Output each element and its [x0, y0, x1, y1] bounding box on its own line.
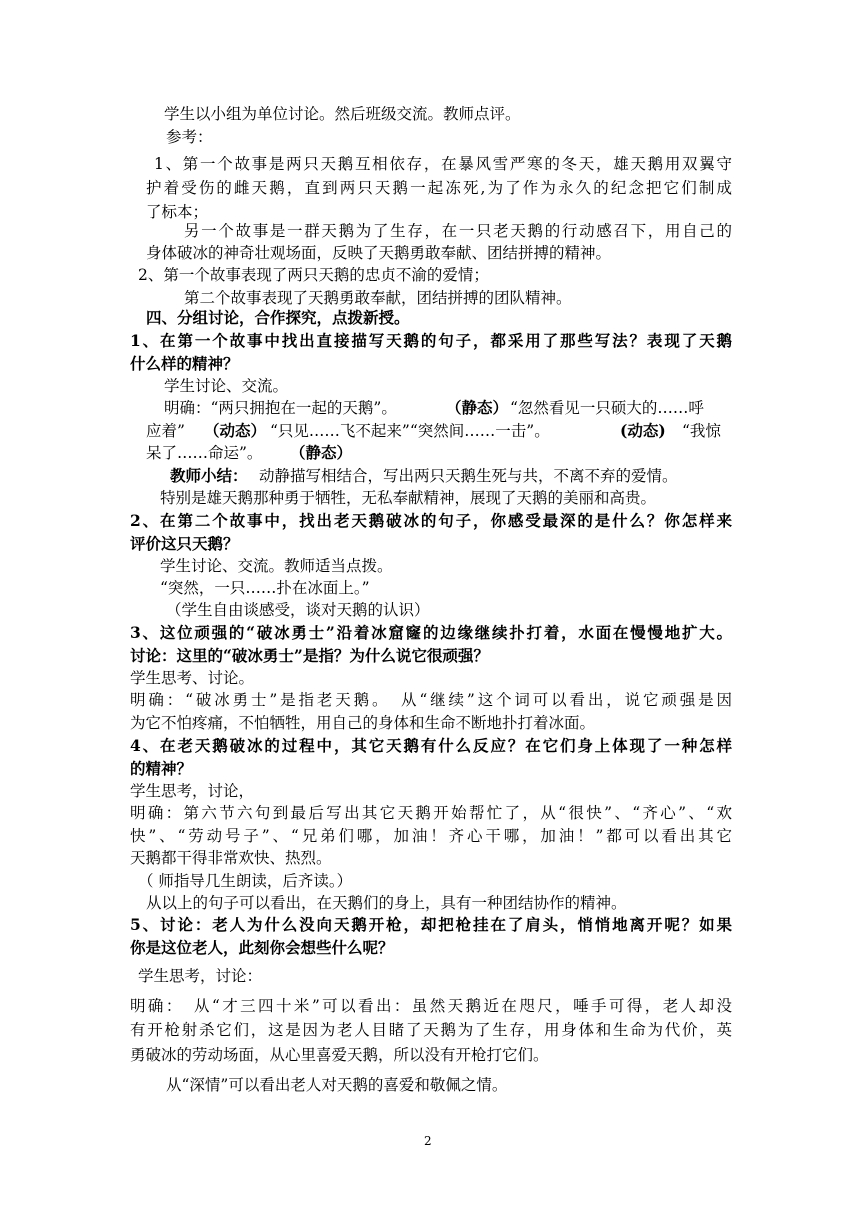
- question-heading: 4、在老天鹅破冰的过程中，其它天鹅有什么反应？在它们身上体现了一种怎样: [130, 736, 732, 755]
- text-line: “我惊: [682, 422, 721, 440]
- summary-label: 教师小结：: [170, 466, 248, 485]
- bold-tag: （动态）: [204, 421, 267, 440]
- text-line: 另一个故事是一群天鹅为了生存，在一只老天鹅的行动感召下，用自己的: [184, 222, 732, 240]
- text-line: 从“深情”可以看出老人对天鹅的喜爱和敬佩之情。: [166, 1076, 508, 1094]
- text-line: 应着”: [146, 422, 185, 440]
- bold-tag: (动态): [620, 421, 666, 440]
- text-line: 为它不怕疼痛，不怕牺牲，用自己的身体和生命不断地扑打着冰面。: [130, 714, 596, 732]
- text-line: “忽然看见一只硕大的……呼: [510, 399, 704, 417]
- question-heading: 2、在第二个故事中，找出老天鹅破冰的句子，你感受最深的是什么？你怎样来: [130, 511, 732, 530]
- text-line: 参考：: [166, 128, 213, 146]
- question-heading: 你是这位老人，此刻你会想些什么呢？: [130, 938, 394, 957]
- question-heading: 3、这位顽强的“破冰勇士”沿着冰窟窿的边缘继续扑打着，水面在慢慢地扩大。: [130, 623, 732, 642]
- question-heading: 讨论：这里的“破冰勇士”是指？为什么说它很顽强？: [130, 646, 489, 665]
- text-line: 学生讨论、交流。教师适当点拨。: [160, 557, 393, 575]
- text-line: 第二个故事表现了天鹅勇敢奉献，团结拼搏的团队精神。: [184, 289, 572, 307]
- text-line: 学生思考、讨论。: [130, 669, 255, 687]
- text-line: 有开枪射杀它们，这是因为老人目睹了天鹅为了生存，用身体和生命为代价，英: [130, 1021, 732, 1039]
- text-line: 了标本；: [146, 203, 209, 221]
- text-line: 学生思考，讨论，: [130, 782, 255, 800]
- text-line: 动静描写相结合，写出两只天鹅生死与共，不离不弃的爱情。: [259, 467, 678, 485]
- bold-tag: （静态）: [446, 398, 509, 417]
- text-line: 天鹅都干得非常欢快、热烈。: [130, 849, 332, 867]
- text-line: 2、第一个故事表现了两只天鹅的忠贞不渝的爱情；: [138, 266, 489, 284]
- text-line: 从以上的句子可以看出，在天鹅们的身上，具有一种团结协作的精神。: [146, 894, 627, 912]
- question-heading: 什么样的精神？: [130, 354, 239, 373]
- text-line: 明确：“破冰勇士”是指老天鹅。 从“继续”这个词可以看出，说它顽强是因: [130, 691, 732, 709]
- text-line: 特别是雄天鹅那种勇于牺牲，无私奉献精神，展现了天鹅的美丽和高贵。: [160, 489, 657, 507]
- text-line: 勇破冰的劳动场面，从心里喜爱天鹅，所以没有开枪打它们。: [130, 1046, 549, 1064]
- text-line: 学生思考，讨论：: [138, 967, 263, 985]
- page-number: 2: [424, 1134, 432, 1148]
- text-line: 呆了……命运”。: [146, 444, 263, 462]
- question-heading: 5、讨论：老人为什么没向天鹅开枪，却把枪挂在了肩头，悄悄地离开呢？如果: [130, 915, 732, 934]
- text-line: 身体破冰的神奇壮观场面，反映了天鹅勇敢奉献、团结拼搏的精神。: [146, 244, 612, 262]
- text-line: 快”、“劳动号子”、“兄弟们哪，加油！齐心干哪，加油！”都可以看出其它: [130, 827, 732, 845]
- text-line: 学生讨论、交流。: [164, 377, 289, 395]
- text-line: （ 师指导几生朗读，后齐读。）: [138, 872, 353, 890]
- text-line: “只见……飞不起来”“突然间……一击”。: [270, 422, 550, 440]
- bold-tag: （静态）: [290, 443, 353, 462]
- text-line: 明确： 从“才三四十米”可以看出：虽然天鹅近在咫尺，唾手可得，老人却没: [130, 997, 732, 1015]
- text-line: “突然，一只……扑在冰面上。”: [160, 579, 370, 597]
- question-heading: 的精神？: [130, 759, 193, 778]
- question-heading: 评价这只天鹅？: [130, 534, 239, 553]
- question-heading: 1、在第一个故事中找出直接描写天鹅的句子，都采用了那些写法？表现了天鹅: [130, 331, 732, 350]
- text-line: （学生自由谈感受，谈对天鹅的认识）: [166, 601, 430, 619]
- text-line: 护着受伤的雌天鹅，直到两只天鹅一起冻死,为了作为永久的纪念把它们制成: [146, 179, 732, 197]
- text-line: 明确：“两只拥抱在一起的天鹅”。: [164, 399, 397, 417]
- section-heading: 四、分组讨论，合作探究，点拨新授。: [146, 308, 410, 327]
- text-line: 1、第一个故事是两只天鹅互相依存，在暴风雪严寒的冬天，雄天鹅用双翼守: [154, 155, 732, 173]
- text-line: 明确：第六节六句到最后写出其它天鹅开始帮忙了，从“很快”、“齐心”、“欢: [130, 804, 732, 822]
- text-line: 学生以小组为单位讨论。然后班级交流。教师点评。: [164, 105, 521, 123]
